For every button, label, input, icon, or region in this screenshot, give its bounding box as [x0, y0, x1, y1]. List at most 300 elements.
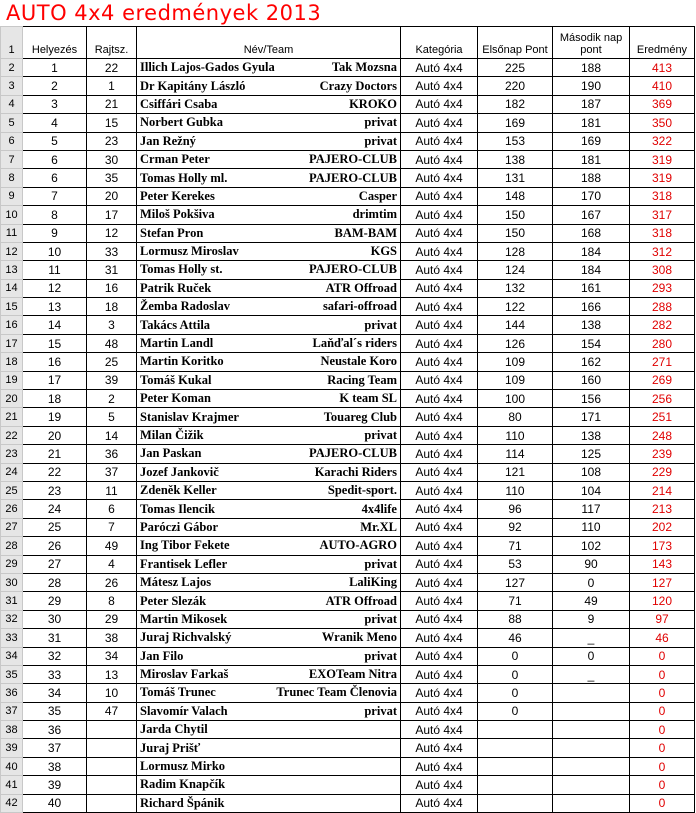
elsonap-cell[interactable]: 138 [478, 150, 553, 168]
kategoria-cell[interactable]: Autó 4x4 [401, 573, 478, 591]
elsonap-cell[interactable]: 124 [478, 261, 553, 279]
kategoria-cell[interactable]: Autó 4x4 [401, 353, 478, 371]
eredmeny-cell[interactable]: 308 [630, 261, 695, 279]
masodik-cell[interactable]: 181 [553, 114, 630, 132]
helyezes-cell[interactable]: 27 [23, 555, 87, 573]
row-number[interactable]: 35 [1, 665, 23, 683]
helyezes-cell[interactable]: 28 [23, 573, 87, 591]
helyezes-cell[interactable]: 31 [23, 629, 87, 647]
elsonap-cell[interactable]: 126 [478, 334, 553, 352]
nev-team-cell[interactable] [137, 647, 401, 665]
kategoria-cell[interactable]: Autó 4x4 [401, 426, 478, 444]
rajtsz-cell[interactable]: 34 [87, 647, 137, 665]
masodik-cell[interactable] [553, 776, 630, 794]
elsonap-cell[interactable]: 71 [478, 537, 553, 555]
masodik-cell[interactable]: _ [553, 629, 630, 647]
row-number[interactable]: 23 [1, 445, 23, 463]
eredmeny-cell[interactable]: 0 [630, 665, 695, 683]
eredmeny-cell[interactable]: 256 [630, 390, 695, 408]
nev-team-cell[interactable] [137, 463, 401, 481]
kategoria-cell[interactable]: Autó 4x4 [401, 169, 478, 187]
kategoria-cell[interactable]: Autó 4x4 [401, 371, 478, 389]
nev-team-cell[interactable] [137, 518, 401, 536]
eredmeny-cell[interactable]: 0 [630, 702, 695, 720]
kategoria-cell[interactable]: Autó 4x4 [401, 463, 478, 481]
helyezes-cell[interactable]: 33 [23, 665, 87, 683]
masodik-cell[interactable] [553, 757, 630, 775]
kategoria-cell[interactable]: Autó 4x4 [401, 721, 478, 739]
helyezes-cell[interactable]: 17 [23, 371, 87, 389]
rajtsz-cell[interactable]: 22 [87, 59, 137, 77]
eredmeny-cell[interactable]: 312 [630, 242, 695, 260]
eredmeny-cell[interactable]: 120 [630, 592, 695, 610]
helyezes-cell[interactable]: 15 [23, 334, 87, 352]
elsonap-cell[interactable]: 92 [478, 518, 553, 536]
elsonap-cell[interactable]: 110 [478, 426, 553, 444]
masodik-cell[interactable]: 156 [553, 390, 630, 408]
masodik-cell[interactable]: _ [553, 665, 630, 683]
masodik-cell[interactable]: 188 [553, 59, 630, 77]
elsonap-cell[interactable]: 220 [478, 77, 553, 95]
kategoria-cell[interactable]: Autó 4x4 [401, 224, 478, 242]
eredmeny-cell[interactable]: 127 [630, 573, 695, 591]
row-number[interactable]: 6 [1, 132, 23, 150]
nev-team-cell[interactable] [137, 77, 401, 95]
masodik-cell[interactable]: 170 [553, 187, 630, 205]
masodik-cell[interactable]: 167 [553, 206, 630, 224]
kategoria-cell[interactable]: Autó 4x4 [401, 445, 478, 463]
nev-team-cell[interactable] [137, 592, 401, 610]
elsonap-cell[interactable]: 132 [478, 279, 553, 297]
elsonap-cell[interactable] [478, 721, 553, 739]
helyezes-cell[interactable]: 9 [23, 224, 87, 242]
nev-team-cell[interactable] [137, 555, 401, 573]
nev-team-cell[interactable] [137, 573, 401, 591]
kategoria-header[interactable]: Kategória [401, 27, 478, 59]
row-number[interactable]: 30 [1, 573, 23, 591]
rajtsz-cell[interactable] [87, 776, 137, 794]
row-number[interactable]: 27 [1, 518, 23, 536]
masodik-cell[interactable]: 181 [553, 150, 630, 168]
nev-team-cell[interactable] [137, 426, 401, 444]
nev-team-cell[interactable] [137, 279, 401, 297]
eredmeny-cell[interactable]: 319 [630, 169, 695, 187]
rajtsz-cell[interactable]: 10 [87, 684, 137, 702]
eredmeny-cell[interactable]: 369 [630, 95, 695, 113]
rajtsz-cell[interactable] [87, 739, 137, 757]
kategoria-cell[interactable]: Autó 4x4 [401, 408, 478, 426]
rajtsz-cell[interactable]: 16 [87, 279, 137, 297]
kategoria-cell[interactable]: Autó 4x4 [401, 518, 478, 536]
row-number[interactable]: 29 [1, 555, 23, 573]
rajtsz-cell[interactable]: 48 [87, 334, 137, 352]
kategoria-cell[interactable]: Autó 4x4 [401, 242, 478, 260]
rajtsz-cell[interactable]: 39 [87, 371, 137, 389]
masodik-cell[interactable]: 117 [553, 500, 630, 518]
elsonap-cell[interactable]: 150 [478, 224, 553, 242]
kategoria-cell[interactable]: Autó 4x4 [401, 77, 478, 95]
row-number-header[interactable]: 1 [1, 27, 23, 59]
nev-team-cell[interactable] [137, 629, 401, 647]
eredmeny-cell[interactable]: 0 [630, 647, 695, 665]
nev-team-header[interactable]: Név/Team [137, 27, 401, 59]
kategoria-cell[interactable]: Autó 4x4 [401, 739, 478, 757]
helyezes-cell[interactable]: 18 [23, 390, 87, 408]
elsonap-cell[interactable]: 0 [478, 702, 553, 720]
eredmeny-cell[interactable]: 350 [630, 114, 695, 132]
rajtsz-cell[interactable]: 31 [87, 261, 137, 279]
elsonap-cell[interactable]: 169 [478, 114, 553, 132]
nev-team-cell[interactable] [137, 794, 401, 812]
eredmeny-cell[interactable]: 46 [630, 629, 695, 647]
row-number[interactable]: 33 [1, 629, 23, 647]
elsonap-cell[interactable] [478, 757, 553, 775]
helyezes-cell[interactable]: 26 [23, 537, 87, 555]
nev-team-cell[interactable] [137, 150, 401, 168]
row-number[interactable]: 18 [1, 353, 23, 371]
elsonap-cell[interactable] [478, 739, 553, 757]
masodik-cell[interactable] [553, 684, 630, 702]
masodik-header[interactable]: Második nap pont [553, 27, 630, 59]
row-number[interactable]: 41 [1, 776, 23, 794]
row-number[interactable]: 24 [1, 463, 23, 481]
nev-team-cell[interactable] [137, 481, 401, 499]
rajtsz-cell[interactable]: 38 [87, 629, 137, 647]
masodik-cell[interactable]: 102 [553, 537, 630, 555]
kategoria-cell[interactable]: Autó 4x4 [401, 150, 478, 168]
helyezes-cell[interactable]: 22 [23, 463, 87, 481]
helyezes-cell[interactable]: 21 [23, 445, 87, 463]
kategoria-cell[interactable]: Autó 4x4 [401, 187, 478, 205]
rajtsz-cell[interactable]: 30 [87, 150, 137, 168]
elsonap-cell[interactable]: 131 [478, 169, 553, 187]
masodik-cell[interactable] [553, 702, 630, 720]
masodik-cell[interactable]: 168 [553, 224, 630, 242]
eredmeny-cell[interactable]: 173 [630, 537, 695, 555]
kategoria-cell[interactable]: Autó 4x4 [401, 95, 478, 113]
row-number[interactable]: 2 [1, 59, 23, 77]
rajtsz-cell[interactable]: 12 [87, 224, 137, 242]
helyezes-cell[interactable]: 25 [23, 518, 87, 536]
row-number[interactable]: 28 [1, 537, 23, 555]
nev-team-cell[interactable] [137, 739, 401, 757]
rajtsz-cell[interactable]: 37 [87, 463, 137, 481]
eredmeny-cell[interactable]: 410 [630, 77, 695, 95]
elsonap-cell[interactable] [478, 794, 553, 812]
masodik-cell[interactable]: 171 [553, 408, 630, 426]
eredmeny-cell[interactable]: 97 [630, 610, 695, 628]
kategoria-cell[interactable]: Autó 4x4 [401, 776, 478, 794]
masodik-cell[interactable]: 184 [553, 261, 630, 279]
row-number[interactable]: 20 [1, 390, 23, 408]
elsonap-cell[interactable]: 96 [478, 500, 553, 518]
masodik-cell[interactable]: 104 [553, 481, 630, 499]
row-number[interactable]: 13 [1, 261, 23, 279]
eredmeny-cell[interactable]: 318 [630, 224, 695, 242]
kategoria-cell[interactable]: Autó 4x4 [401, 279, 478, 297]
row-number[interactable]: 26 [1, 500, 23, 518]
elsonap-cell[interactable]: 225 [478, 59, 553, 77]
rajtsz-cell[interactable]: 47 [87, 702, 137, 720]
elsonap-cell[interactable]: 0 [478, 684, 553, 702]
eredmeny-cell[interactable]: 0 [630, 684, 695, 702]
row-number[interactable]: 16 [1, 316, 23, 334]
nev-team-cell[interactable] [137, 408, 401, 426]
elsonap-cell[interactable]: 0 [478, 665, 553, 683]
nev-team-cell[interactable] [137, 702, 401, 720]
row-number[interactable]: 31 [1, 592, 23, 610]
helyezes-cell[interactable]: 10 [23, 242, 87, 260]
kategoria-cell[interactable]: Autó 4x4 [401, 481, 478, 499]
rajtsz-cell[interactable]: 33 [87, 242, 137, 260]
row-number[interactable]: 21 [1, 408, 23, 426]
nev-team-cell[interactable] [137, 334, 401, 352]
masodik-cell[interactable]: 49 [553, 592, 630, 610]
row-number[interactable]: 3 [1, 77, 23, 95]
helyezes-cell[interactable]: 34 [23, 684, 87, 702]
row-number[interactable]: 7 [1, 150, 23, 168]
helyezes-cell[interactable]: 23 [23, 481, 87, 499]
rajtsz-cell[interactable]: 6 [87, 500, 137, 518]
kategoria-cell[interactable]: Autó 4x4 [401, 114, 478, 132]
masodik-cell[interactable] [553, 721, 630, 739]
row-number[interactable]: 14 [1, 279, 23, 297]
nev-team-cell[interactable] [137, 206, 401, 224]
rajtsz-cell[interactable]: 36 [87, 445, 137, 463]
row-number[interactable]: 40 [1, 757, 23, 775]
masodik-cell[interactable]: 190 [553, 77, 630, 95]
elsonap-cell[interactable]: 122 [478, 298, 553, 316]
helyezes-cell[interactable]: 4 [23, 114, 87, 132]
helyezes-cell[interactable]: 37 [23, 739, 87, 757]
nev-team-cell[interactable] [137, 537, 401, 555]
row-number[interactable]: 32 [1, 610, 23, 628]
rajtsz-cell[interactable]: 26 [87, 573, 137, 591]
helyezes-cell[interactable]: 5 [23, 132, 87, 150]
nev-team-cell[interactable] [137, 721, 401, 739]
eredmeny-cell[interactable]: 0 [630, 739, 695, 757]
rajtsz-cell[interactable]: 1 [87, 77, 137, 95]
elsonap-cell[interactable]: 71 [478, 592, 553, 610]
elsonap-cell[interactable]: 182 [478, 95, 553, 113]
kategoria-cell[interactable]: Autó 4x4 [401, 390, 478, 408]
eredmeny-cell[interactable]: 318 [630, 187, 695, 205]
eredmeny-cell[interactable]: 214 [630, 481, 695, 499]
masodik-cell[interactable] [553, 794, 630, 812]
kategoria-cell[interactable]: Autó 4x4 [401, 261, 478, 279]
masodik-cell[interactable]: 162 [553, 353, 630, 371]
nev-team-cell[interactable] [137, 261, 401, 279]
masodik-cell[interactable]: 138 [553, 426, 630, 444]
elsonap-header[interactable]: Elsőnap Pont [478, 27, 553, 59]
rajtsz-cell[interactable]: 7 [87, 518, 137, 536]
kategoria-cell[interactable]: Autó 4x4 [401, 500, 478, 518]
helyezes-cell[interactable]: 35 [23, 702, 87, 720]
eredmeny-cell[interactable]: 288 [630, 298, 695, 316]
nev-team-cell[interactable] [137, 316, 401, 334]
nev-team-cell[interactable] [137, 353, 401, 371]
helyezes-cell[interactable]: 36 [23, 721, 87, 739]
row-number[interactable]: 10 [1, 206, 23, 224]
row-number[interactable]: 19 [1, 371, 23, 389]
row-number[interactable]: 8 [1, 169, 23, 187]
rajtsz-cell[interactable]: 15 [87, 114, 137, 132]
masodik-cell[interactable]: 184 [553, 242, 630, 260]
masodik-cell[interactable] [553, 739, 630, 757]
rajtsz-cell[interactable]: 21 [87, 95, 137, 113]
kategoria-cell[interactable]: Autó 4x4 [401, 59, 478, 77]
helyezes-cell[interactable]: 40 [23, 794, 87, 812]
helyezes-cell[interactable]: 20 [23, 426, 87, 444]
kategoria-cell[interactable]: Autó 4x4 [401, 794, 478, 812]
row-number[interactable]: 37 [1, 702, 23, 720]
nev-team-cell[interactable] [137, 187, 401, 205]
rajtsz-cell[interactable] [87, 757, 137, 775]
eredmeny-cell[interactable]: 280 [630, 334, 695, 352]
row-number[interactable]: 5 [1, 114, 23, 132]
rajtsz-cell[interactable]: 23 [87, 132, 137, 150]
elsonap-cell[interactable]: 148 [478, 187, 553, 205]
helyezes-cell[interactable]: 12 [23, 279, 87, 297]
helyezes-cell[interactable]: 38 [23, 757, 87, 775]
helyezes-cell[interactable]: 16 [23, 353, 87, 371]
nev-team-cell[interactable] [137, 665, 401, 683]
nev-team-cell[interactable] [137, 684, 401, 702]
helyezes-cell[interactable]: 32 [23, 647, 87, 665]
masodik-cell[interactable]: 154 [553, 334, 630, 352]
nev-team-cell[interactable] [137, 298, 401, 316]
masodik-cell[interactable]: 169 [553, 132, 630, 150]
rajtsz-cell[interactable]: 4 [87, 555, 137, 573]
kategoria-cell[interactable]: Autó 4x4 [401, 298, 478, 316]
nev-team-cell[interactable] [137, 59, 401, 77]
eredmeny-cell[interactable]: 251 [630, 408, 695, 426]
row-number[interactable]: 39 [1, 739, 23, 757]
kategoria-cell[interactable]: Autó 4x4 [401, 629, 478, 647]
row-number[interactable]: 15 [1, 298, 23, 316]
nev-team-cell[interactable] [137, 169, 401, 187]
row-number[interactable]: 25 [1, 481, 23, 499]
elsonap-cell[interactable]: 80 [478, 408, 553, 426]
nev-team-cell[interactable] [137, 242, 401, 260]
eredmeny-cell[interactable]: 0 [630, 776, 695, 794]
rajtsz-cell[interactable]: 29 [87, 610, 137, 628]
helyezes-cell[interactable]: 14 [23, 316, 87, 334]
eredmeny-cell[interactable]: 319 [630, 150, 695, 168]
masodik-cell[interactable]: 110 [553, 518, 630, 536]
elsonap-cell[interactable]: 114 [478, 445, 553, 463]
helyezes-cell[interactable]: 8 [23, 206, 87, 224]
helyezes-cell[interactable]: 7 [23, 187, 87, 205]
eredmeny-cell[interactable]: 413 [630, 59, 695, 77]
helyezes-cell[interactable]: 19 [23, 408, 87, 426]
eredmeny-cell[interactable]: 269 [630, 371, 695, 389]
rajtsz-cell[interactable]: 2 [87, 390, 137, 408]
kategoria-cell[interactable]: Autó 4x4 [401, 537, 478, 555]
nev-team-cell[interactable] [137, 224, 401, 242]
rajtsz-cell[interactable]: 49 [87, 537, 137, 555]
kategoria-cell[interactable]: Autó 4x4 [401, 592, 478, 610]
nev-team-cell[interactable] [137, 95, 401, 113]
masodik-cell[interactable]: 138 [553, 316, 630, 334]
elsonap-cell[interactable]: 110 [478, 481, 553, 499]
row-number[interactable]: 34 [1, 647, 23, 665]
masodik-cell[interactable]: 90 [553, 555, 630, 573]
elsonap-cell[interactable]: 121 [478, 463, 553, 481]
nev-team-cell[interactable] [137, 757, 401, 775]
masodik-cell[interactable]: 161 [553, 279, 630, 297]
eredmeny-cell[interactable]: 0 [630, 757, 695, 775]
rajtsz-cell[interactable]: 11 [87, 481, 137, 499]
kategoria-cell[interactable]: Autó 4x4 [401, 132, 478, 150]
rajtsz-cell[interactable]: 3 [87, 316, 137, 334]
rajtsz-cell[interactable] [87, 721, 137, 739]
eredmeny-cell[interactable]: 322 [630, 132, 695, 150]
elsonap-cell[interactable]: 150 [478, 206, 553, 224]
helyezes-cell[interactable]: 24 [23, 500, 87, 518]
masodik-cell[interactable]: 166 [553, 298, 630, 316]
masodik-cell[interactable]: 108 [553, 463, 630, 481]
rajtsz-cell[interactable]: 14 [87, 426, 137, 444]
helyezes-cell[interactable]: 11 [23, 261, 87, 279]
helyezes-cell[interactable]: 6 [23, 169, 87, 187]
elsonap-cell[interactable]: 88 [478, 610, 553, 628]
elsonap-cell[interactable]: 100 [478, 390, 553, 408]
nev-team-cell[interactable] [137, 445, 401, 463]
kategoria-cell[interactable]: Autó 4x4 [401, 702, 478, 720]
helyezes-cell[interactable]: 2 [23, 77, 87, 95]
masodik-cell[interactable]: 0 [553, 647, 630, 665]
row-number[interactable]: 22 [1, 426, 23, 444]
kategoria-cell[interactable]: Autó 4x4 [401, 757, 478, 775]
row-number[interactable]: 36 [1, 684, 23, 702]
elsonap-cell[interactable] [478, 776, 553, 794]
eredmeny-cell[interactable]: 317 [630, 206, 695, 224]
nev-team-cell[interactable] [137, 610, 401, 628]
eredmeny-cell[interactable]: 0 [630, 794, 695, 812]
rajtsz-cell[interactable]: 35 [87, 169, 137, 187]
eredmeny-cell[interactable]: 248 [630, 426, 695, 444]
kategoria-cell[interactable]: Autó 4x4 [401, 647, 478, 665]
kategoria-cell[interactable]: Autó 4x4 [401, 665, 478, 683]
rajtsz-cell[interactable]: 8 [87, 592, 137, 610]
nev-team-cell[interactable] [137, 132, 401, 150]
elsonap-cell[interactable]: 109 [478, 371, 553, 389]
row-number[interactable]: 38 [1, 721, 23, 739]
rajtsz-cell[interactable]: 18 [87, 298, 137, 316]
row-number[interactable]: 12 [1, 242, 23, 260]
masodik-cell[interactable]: 125 [553, 445, 630, 463]
elsonap-cell[interactable]: 128 [478, 242, 553, 260]
masodik-cell[interactable]: 9 [553, 610, 630, 628]
eredmeny-cell[interactable]: 229 [630, 463, 695, 481]
eredmeny-cell[interactable]: 143 [630, 555, 695, 573]
rajtsz-header[interactable]: Rajtsz. [87, 27, 137, 59]
rajtsz-cell[interactable]: 17 [87, 206, 137, 224]
row-number[interactable]: 11 [1, 224, 23, 242]
kategoria-cell[interactable]: Autó 4x4 [401, 316, 478, 334]
row-number[interactable]: 42 [1, 794, 23, 812]
nev-team-cell[interactable] [137, 371, 401, 389]
kategoria-cell[interactable]: Autó 4x4 [401, 684, 478, 702]
nev-team-cell[interactable] [137, 776, 401, 794]
rajtsz-cell[interactable] [87, 794, 137, 812]
nev-team-cell[interactable] [137, 390, 401, 408]
kategoria-cell[interactable]: Autó 4x4 [401, 555, 478, 573]
elsonap-cell[interactable]: 109 [478, 353, 553, 371]
rajtsz-cell[interactable]: 13 [87, 665, 137, 683]
row-number[interactable]: 4 [1, 95, 23, 113]
